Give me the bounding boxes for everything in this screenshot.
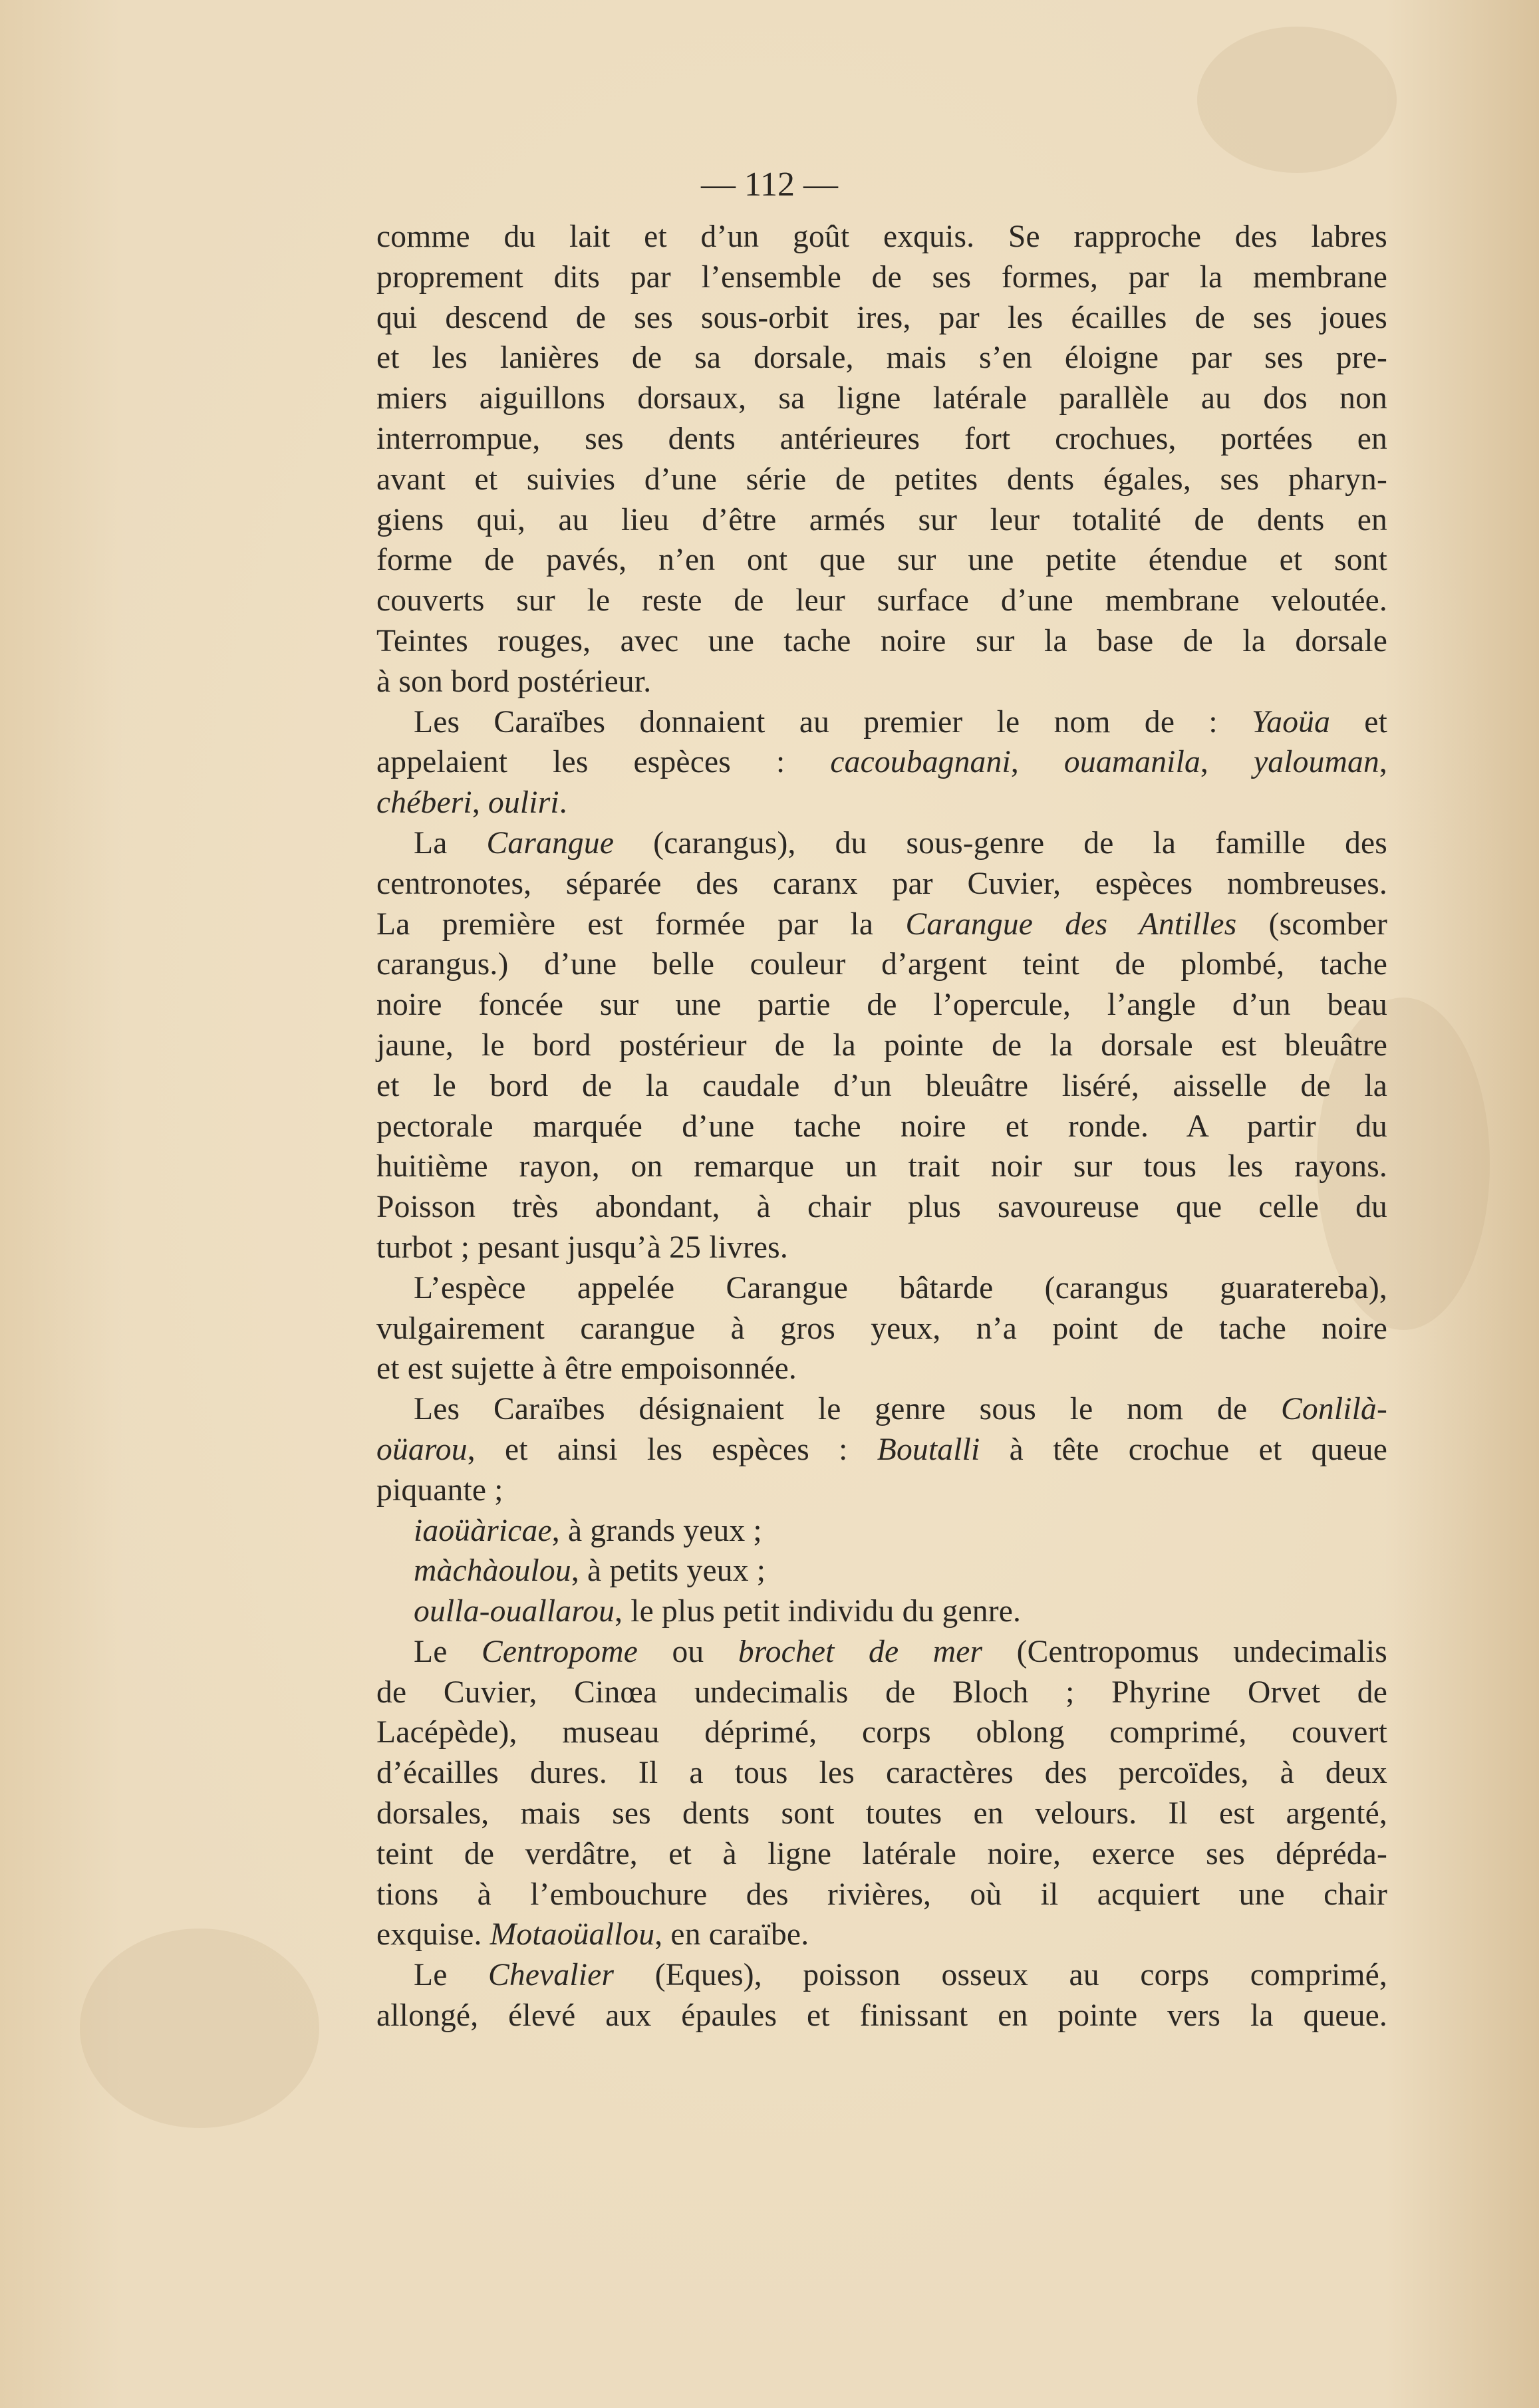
text-line: interrompue, ses dents antérieures fort crochues, portées en [376, 421, 1387, 456]
text-line: à son bord postérieur. [376, 664, 652, 699]
text-line: La première est formée par la Carangue des Antilles (scomber [376, 906, 1387, 942]
text-line: Le Chevalier (Eques), poisson osseux au corps comprimé, [414, 1958, 1387, 1993]
text-line: et le bord de la caudale d’un bleuâtre liséré, aisselle de la [376, 1068, 1387, 1103]
paper-stain [80, 1929, 319, 2128]
text-line: exquise. Motaoüallou, en caraïbe. [376, 1917, 809, 1952]
text-line: huitième rayon, on remarque un trait noir sur tous les rayons. [376, 1149, 1387, 1184]
page-number-header: — 112 — [700, 166, 839, 203]
text-line: dorsales, mais ses dents sont toutes en velours. Il est argenté, [376, 1796, 1387, 1831]
text-line: miers aiguillons dorsaux, sa ligne latérale parallèle au dos non [376, 381, 1387, 416]
text-line: centronotes, séparée des caranx par Cuvier, espèces nombreuses. [376, 866, 1387, 901]
text-line: tions à l’embouchure des rivières, où il acquiert une chair [376, 1877, 1387, 1912]
text-line: Lacépède), museau déprimé, corps oblong comprimé, couvert [376, 1715, 1387, 1750]
text-line: avant et suivies d’une série de petites dents égales, ses pharyn- [376, 462, 1387, 497]
paper-stain [1197, 27, 1397, 173]
text-line: piquante ; [376, 1472, 503, 1508]
text-line: iaoüàricae, à grands yeux ; [414, 1513, 762, 1548]
text-line: L’espèce appelée Carangue bâtarde (carangus guaratereba), [414, 1270, 1387, 1305]
text-line: forme de pavés, n’en ont que sur une petite étendue et sont [376, 543, 1387, 578]
text-line: de Cuvier, Cinœa undecimalis de Bloch ; Phyrine Orvet de [376, 1674, 1387, 1710]
text-line: Les Caraïbes désignaient le genre sous le nom de Conlilà- [414, 1392, 1387, 1427]
text-line: Les Caraïbes donnaient au premier le nom de : Yaoüa et [414, 704, 1387, 739]
text-line: couverts sur le reste de leur surface d’une membrane veloutée. [376, 583, 1387, 618]
text-line: pectorale marquée d’une tache noire et ronde. A partir du [376, 1109, 1387, 1144]
text-line: oüarou, et ainsi les espèces : Boutalli à tête crochue et queue [376, 1432, 1387, 1467]
text-line: et les lanières de sa dorsale, mais s’en éloigne par ses pre- [376, 340, 1387, 376]
body-text [376, 217, 1387, 2036]
text-line: qui descend de ses sous-orbit ires, par les écailles de ses joues [376, 300, 1387, 335]
text-line: chéberi, ouliri. [376, 785, 567, 821]
text-line: vulgairement carangue à gros yeux, n’a point de tache noire [376, 1311, 1387, 1346]
text-line: carangus.) d’une belle couleur d’argent teint de plombé, tache [376, 947, 1387, 982]
text-line: màchàoulou, à petits yeux ; [414, 1553, 766, 1589]
text-line: Teintes rouges, avec une tache noire sur la base de la dorsale [376, 623, 1387, 658]
text-line: et est sujette à être empoisonnée. [376, 1351, 797, 1387]
text-line: noire foncée sur une partie de l’opercule, l’angle d’un beau [376, 988, 1387, 1023]
text-line: d’écailles dures. Il a tous les caractères des percoïdes, à deux [376, 1756, 1387, 1791]
text-line: comme du lait et d’un goût exquis. Se rapproche des labres [376, 219, 1387, 254]
text-line: appelaient les espèces : cacoubagnani, ouamanila, yalouman, [376, 745, 1387, 780]
text-line: turbot ; pesant jusqu’à 25 livres. [376, 1230, 788, 1265]
text-line: Le Centropome ou brochet de mer (Centropomus undecimalis [414, 1634, 1387, 1669]
text-line: La Carangue (carangus), du sous-genre de la famille des [414, 825, 1387, 861]
text-line: Poisson très abondant, à chair plus savoureuse que celle du [376, 1190, 1387, 1225]
text-line: jaune, le bord postérieur de la pointe de la dorsale est bleuâtre [376, 1027, 1387, 1063]
text-line: teint de verdâtre, et à ligne latérale noire, exerce ses dépréda- [376, 1836, 1387, 1871]
text-line: giens qui, au lieu d’être armés sur leur totalité de dents en [376, 502, 1387, 537]
text-line: allongé, élevé aux épaules et finissant en pointe vers la queue. [376, 1998, 1387, 2034]
text-line: oulla-ouallarou, le plus petit individu du genre. [414, 1594, 1022, 1629]
text-line: proprement dits par l’ensemble de ses formes, par la membrane [376, 259, 1387, 295]
